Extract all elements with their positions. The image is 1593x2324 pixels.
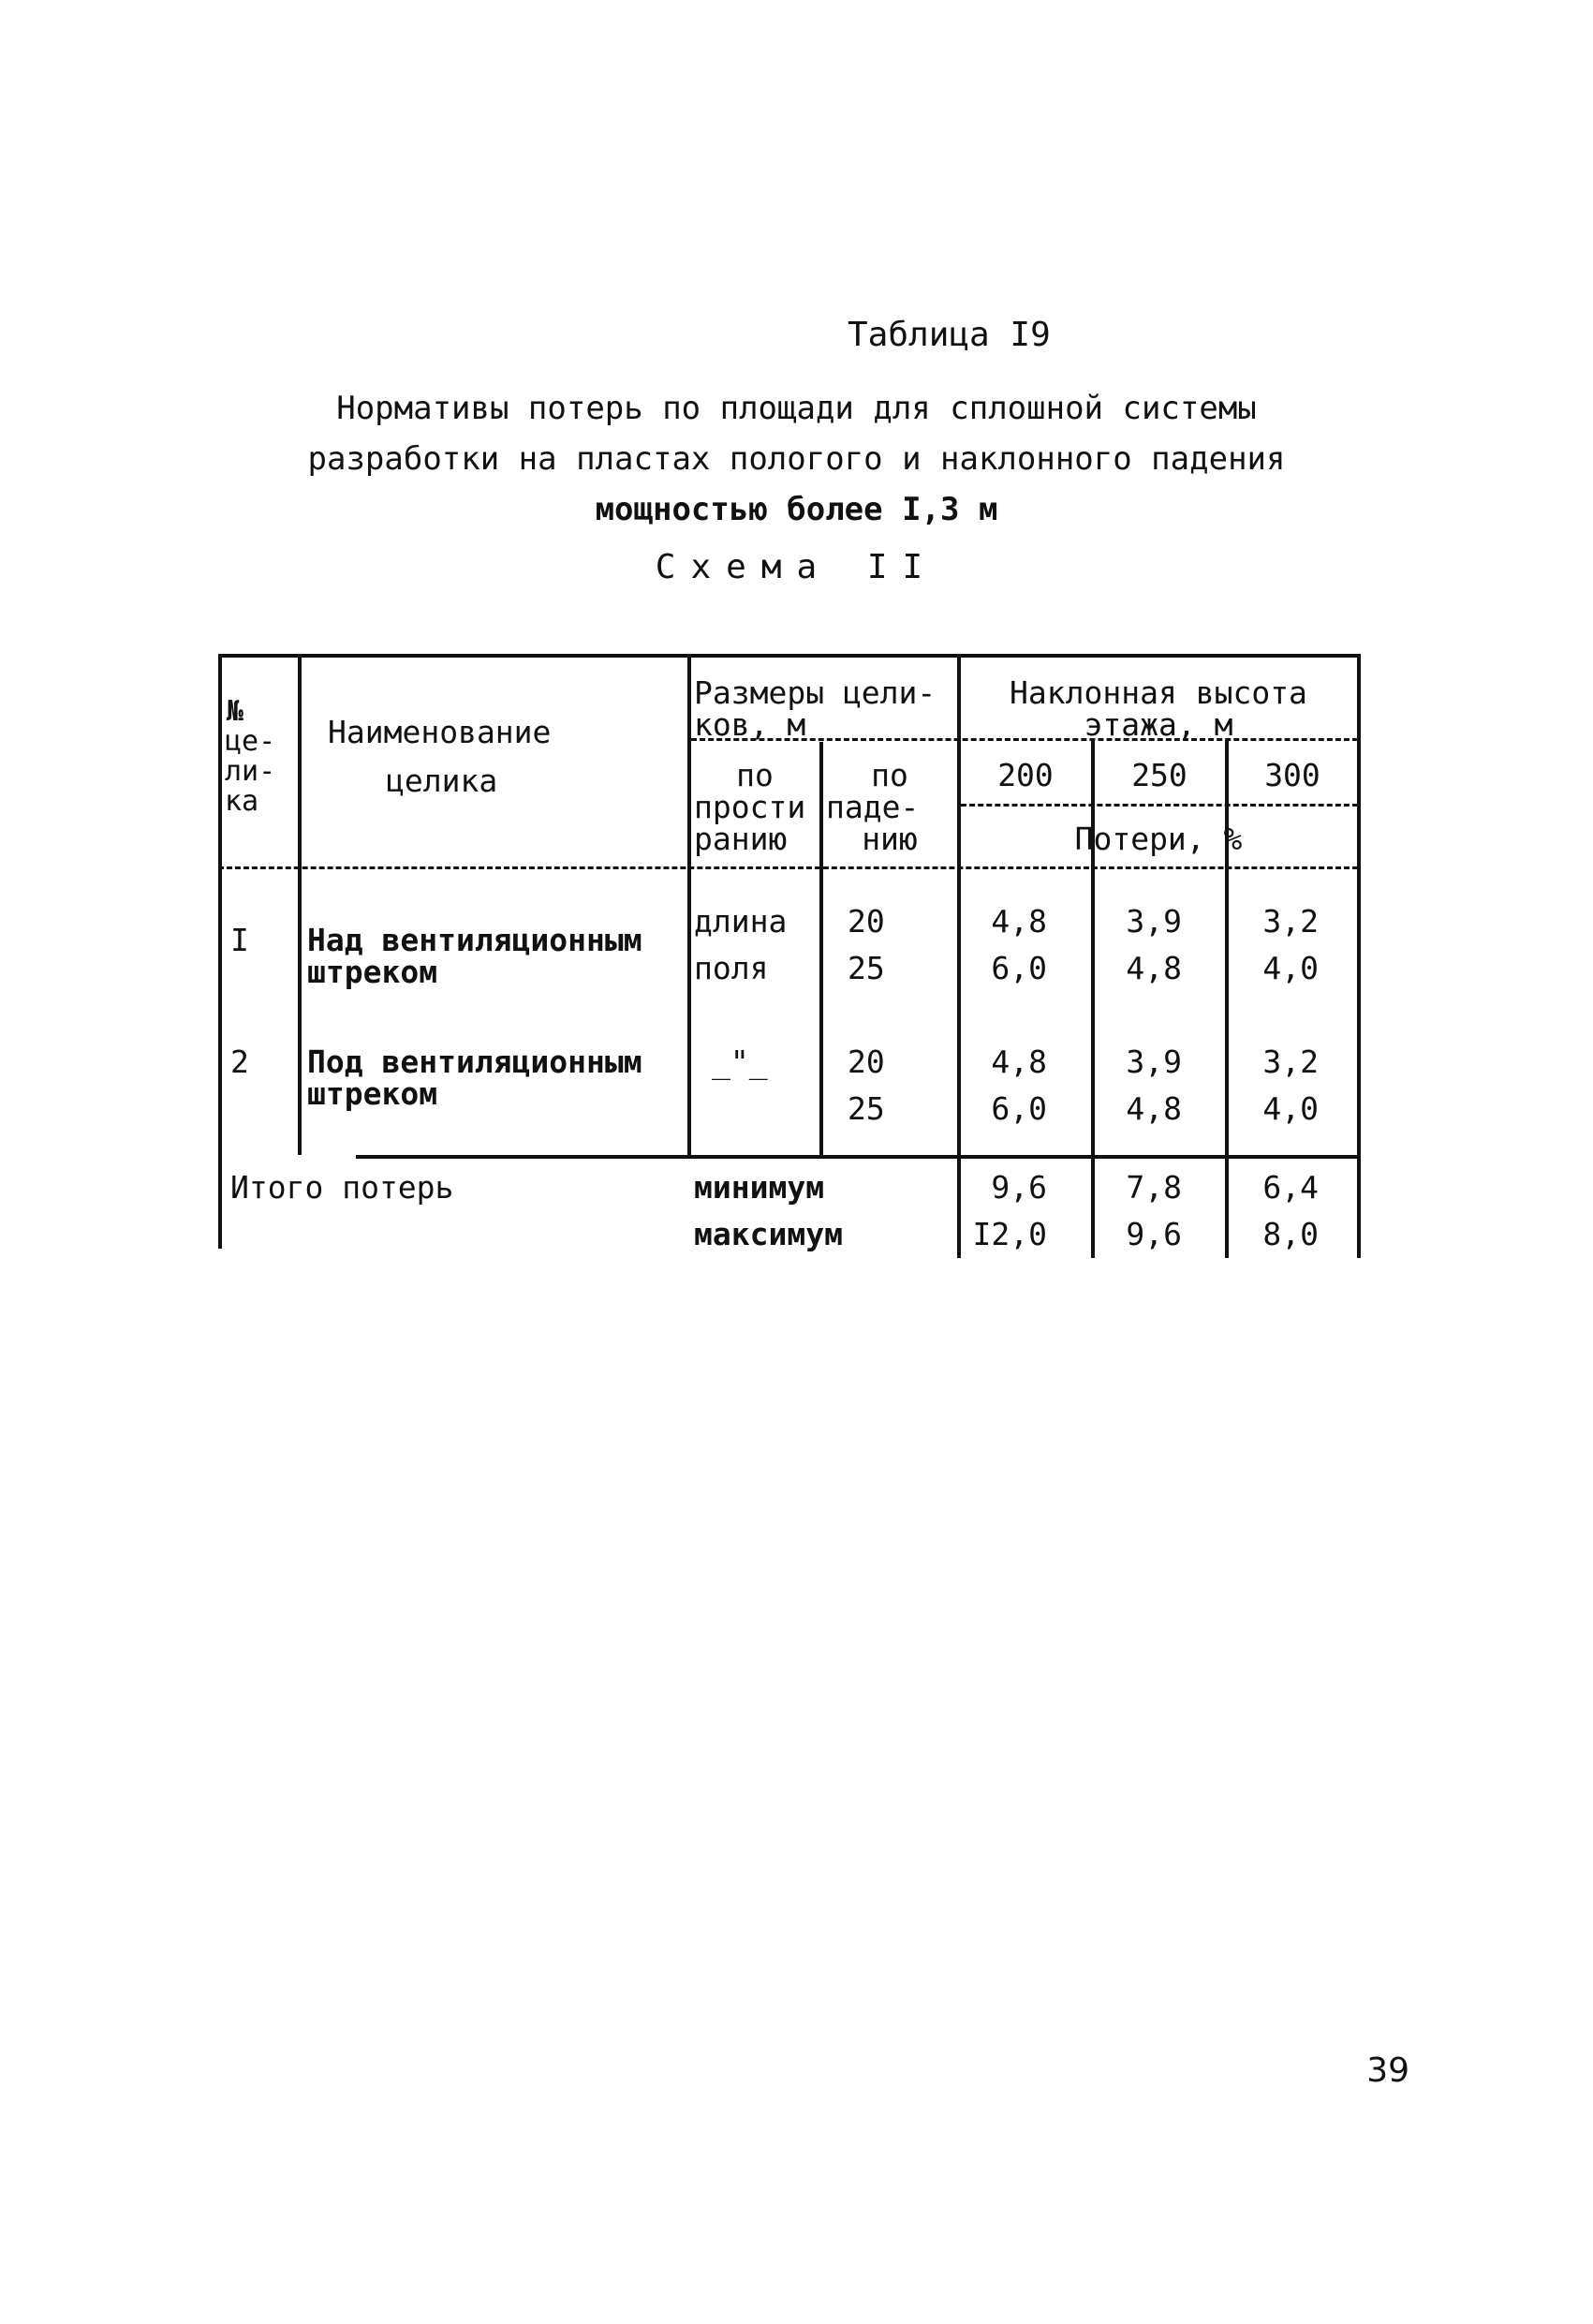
table-top-border bbox=[218, 654, 1361, 658]
header-losses: Потери, % bbox=[1074, 821, 1243, 857]
total-max-200: I2,0 bbox=[972, 1216, 1047, 1252]
row2-dip-2: 25 bbox=[848, 1090, 885, 1127]
header-num-2: це- bbox=[225, 725, 276, 758]
header-num-3: ли- bbox=[225, 755, 276, 788]
header-sizes-2: ков, м bbox=[694, 706, 806, 743]
row2-v200-2: 6,0 bbox=[991, 1090, 1047, 1127]
row1-v300-1: 3,2 bbox=[1262, 903, 1319, 940]
caption-line-3: мощностью более I,3 м bbox=[595, 491, 998, 528]
header-num-4: ка bbox=[225, 785, 259, 818]
row1-v200-2: 6,0 bbox=[991, 950, 1047, 986]
header-dash-2 bbox=[961, 804, 1358, 807]
total-min-200: 9,6 bbox=[991, 1169, 1047, 1206]
total-max-300: 8,0 bbox=[1262, 1216, 1319, 1252]
row1-name-2: штреком bbox=[307, 954, 438, 990]
table-left-border bbox=[218, 656, 222, 1249]
col-line-num bbox=[298, 656, 302, 1155]
header-num-1: № bbox=[227, 695, 244, 728]
row1-strike-1: длина bbox=[694, 903, 788, 940]
row1-v250-1: 3,9 bbox=[1126, 903, 1182, 940]
total-label: Итого потерь bbox=[230, 1169, 454, 1206]
total-min-300: 6,4 bbox=[1262, 1169, 1319, 1206]
header-dip-2: паде- bbox=[826, 789, 920, 825]
header-strike-2: прости bbox=[694, 789, 806, 825]
row2-v200-1: 4,8 bbox=[991, 1044, 1047, 1080]
row2-strike: _"_ bbox=[712, 1044, 768, 1080]
table-right-border bbox=[1357, 656, 1361, 1258]
row2-name-1: Под вентиляционным bbox=[307, 1044, 642, 1080]
header-dip-1: по bbox=[871, 757, 908, 793]
header-name-1: Наименование bbox=[328, 714, 552, 750]
row1-dip-2: 25 bbox=[848, 950, 885, 986]
row2-num: 2 bbox=[230, 1044, 249, 1080]
header-h300: 300 bbox=[1264, 757, 1320, 793]
row2-v250-2: 4,8 bbox=[1126, 1090, 1182, 1127]
header-h250: 250 bbox=[1131, 757, 1187, 793]
row2-v250-1: 3,9 bbox=[1126, 1044, 1182, 1080]
row2-v300-2: 4,0 bbox=[1262, 1090, 1319, 1127]
table-label: Таблица I9 bbox=[848, 316, 1051, 354]
header-dip-3: нию bbox=[862, 821, 918, 857]
header-strike-1: по bbox=[736, 757, 774, 793]
row1-strike-2: поля bbox=[694, 950, 769, 986]
col-line-200 bbox=[1091, 740, 1095, 1258]
scheme-title: Схема II bbox=[655, 548, 938, 586]
row1-name-1: Над вентиляционным bbox=[307, 922, 642, 958]
row1-v200-1: 4,8 bbox=[991, 903, 1047, 940]
caption-line-1: Нормативы потерь по площади для сплошной системы bbox=[336, 390, 1257, 427]
header-height-1: Наклонная высота bbox=[1010, 674, 1307, 711]
row2-dip-1: 20 bbox=[848, 1044, 885, 1080]
col-line-dip bbox=[957, 656, 961, 1258]
header-bottom-dash bbox=[218, 866, 1358, 869]
total-min-250: 7,8 bbox=[1126, 1169, 1182, 1206]
header-h200: 200 bbox=[997, 757, 1054, 793]
total-separator bbox=[356, 1155, 1361, 1159]
header-height-2: этажа, м bbox=[1084, 706, 1233, 743]
total-max-label: максимум bbox=[694, 1216, 843, 1252]
col-line-strike bbox=[819, 742, 823, 1155]
header-sizes-1: Размеры цели- bbox=[694, 674, 937, 711]
caption-line-2: разработки на пластах пологого и наклонного падения bbox=[307, 440, 1286, 478]
row1-num: I bbox=[230, 922, 249, 958]
row1-v250-2: 4,8 bbox=[1126, 950, 1182, 986]
row2-v300-1: 3,2 bbox=[1262, 1044, 1319, 1080]
col-line-name bbox=[687, 656, 691, 1155]
row1-v300-2: 4,0 bbox=[1262, 950, 1319, 986]
row2-name-2: штреком bbox=[307, 1075, 438, 1112]
header-name-2: целика bbox=[386, 762, 498, 799]
total-max-250: 9,6 bbox=[1126, 1216, 1182, 1252]
row1-dip-1: 20 bbox=[848, 903, 885, 940]
total-min-label: минимум bbox=[694, 1169, 825, 1206]
col-line-250 bbox=[1225, 740, 1229, 1258]
page-number: 39 bbox=[1366, 2051, 1409, 2090]
header-strike-3: ранию bbox=[694, 821, 788, 857]
